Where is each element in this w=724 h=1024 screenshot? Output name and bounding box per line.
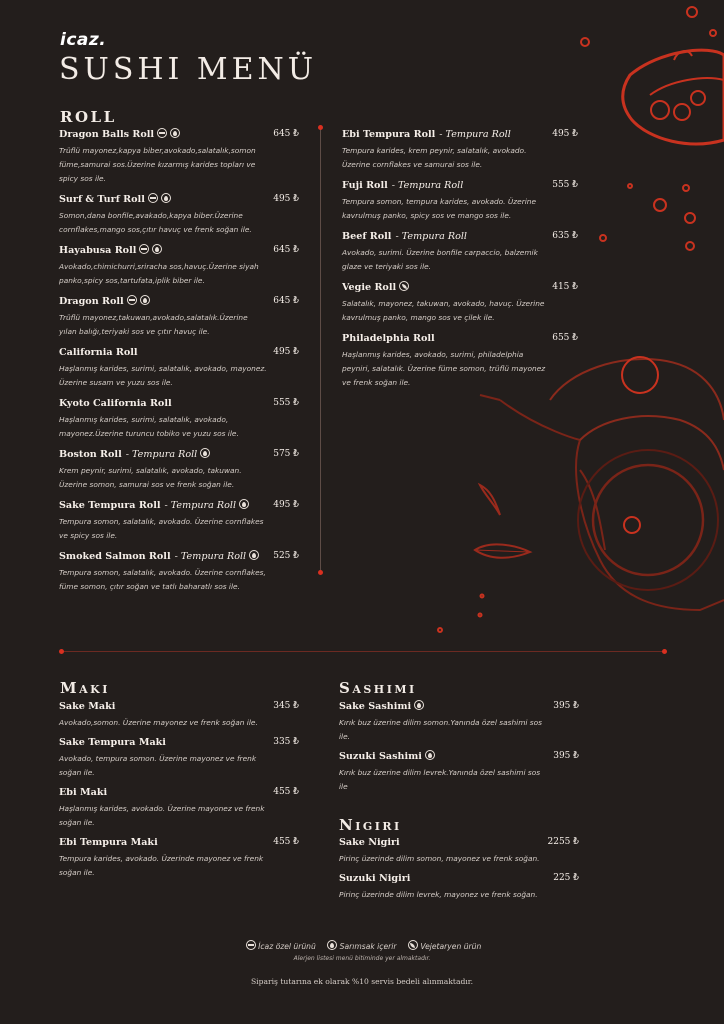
item-price: 645 ₺ <box>273 245 299 255</box>
legend-veg: Vejetaryen ürün <box>420 942 482 951</box>
item-price: 495 ₺ <box>273 194 299 204</box>
item-header <box>59 786 299 799</box>
item-name: Surf & Turf Roll <box>59 194 145 205</box>
item-name: Sake Maki <box>59 701 116 712</box>
vegetarian-icon <box>399 281 409 291</box>
item-price: 455 ₺ <box>273 837 299 847</box>
item-name: Kyoto California Roll <box>59 398 172 409</box>
item-description: Pirinç üzerinde dilim levrek, mayonez ve frenk soğan. <box>339 890 538 899</box>
item-name: Suzuki Sashimi <box>339 751 422 762</box>
item-header <box>59 193 299 206</box>
item-name: Sake Nigiri <box>339 837 400 848</box>
item-price: 495 ₺ <box>273 347 299 357</box>
item-price: 345 ₺ <box>273 701 299 711</box>
menu-item <box>342 332 578 390</box>
item-name: Boston Roll <box>59 449 122 460</box>
brand-logo: icaz. <box>60 30 107 50</box>
item-price: 395 ₺ <box>553 701 579 711</box>
legend-garlic: Sarımsak içerir <box>339 942 397 951</box>
item-name: Ebi Maki <box>59 787 108 798</box>
item-description: Kırık buz üzerine dilim somon.Yanında özel sashimi sos ile. <box>339 718 543 741</box>
maki-list <box>59 700 299 886</box>
item-description: Avokado, surimi. Üzerine bonfile carpaccio, balzemik glaze ve teriyaki sos ile. <box>342 248 538 271</box>
item-name: Sake Tempura Roll <box>59 500 161 511</box>
menu-item <box>342 230 578 274</box>
item-name: Beef Roll <box>342 231 392 242</box>
item-price: 525 ₺ <box>273 551 299 561</box>
item-header <box>59 736 299 749</box>
menu-item <box>59 397 299 441</box>
item-header <box>342 128 578 141</box>
nigiri-list <box>339 836 579 908</box>
item-name: Suzuki Nigiri <box>339 873 411 884</box>
item-header <box>59 346 299 359</box>
item-description: Avokado,somon. Üzerine mayonez ve frenk soğan ile. <box>59 718 258 727</box>
sashimi-list <box>339 700 579 800</box>
item-price: 225 ₺ <box>553 873 579 883</box>
item-name: Sake Tempura Maki <box>59 737 166 748</box>
icon-legend <box>0 940 724 951</box>
item-header <box>342 281 578 294</box>
item-description: Tempura karides, krem peynir, salatalık, avokado. Üzerine cornflakes ve samurai sos ile. <box>342 146 527 169</box>
item-header <box>59 499 299 512</box>
garlic-icon <box>327 940 337 950</box>
section-title-maki: Maki <box>60 679 110 697</box>
item-header <box>59 700 299 713</box>
item-price: 555 ₺ <box>273 398 299 408</box>
item-header <box>339 750 579 763</box>
menu-item <box>59 128 299 186</box>
divider-dot <box>59 649 64 654</box>
menu-item <box>59 448 299 492</box>
icaz-icon <box>246 940 256 950</box>
item-description: Trüflü mayonez,kapya biber,avokado,salatalık,somon füme,samurai sos.Üzerine kızarmış karides topları ve spicy sos ile. <box>59 146 256 183</box>
menu-item <box>339 836 579 866</box>
item-price: 575 ₺ <box>273 449 299 459</box>
menu-item <box>59 499 299 543</box>
garlic-icon <box>152 244 162 254</box>
garlic-icon <box>140 295 150 305</box>
item-description: Tempura somon, tempura karides, avokado. Üzerine kavrulmuş panko, spicy sos ve mango sos ile. <box>342 197 537 220</box>
section-divider <box>62 651 666 652</box>
icaz-icon <box>139 244 149 254</box>
page-title: SUSHI MENÜ <box>59 52 318 87</box>
item-description: Salatalık, mayonez, takuwan, avokado, havuç. Üzerine kavrulmuş panko, mango sos ve çilek ile. <box>342 299 545 322</box>
item-header <box>59 128 299 141</box>
item-header <box>59 295 299 308</box>
item-price: 645 ₺ <box>273 296 299 306</box>
roll-left-list <box>59 128 299 601</box>
item-price: 635 ₺ <box>552 231 578 241</box>
item-price: 495 ₺ <box>273 500 299 510</box>
item-subtitle: - Tempura Roll <box>395 231 467 242</box>
garlic-icon <box>414 700 424 710</box>
item-name: Dragon Roll <box>59 296 124 307</box>
item-header <box>342 230 578 243</box>
item-price: 495 ₺ <box>552 129 578 139</box>
garlic-icon <box>161 193 171 203</box>
menu-item <box>59 295 299 339</box>
item-name: Vegie Roll <box>342 282 397 293</box>
item-header <box>342 332 578 345</box>
item-name: Hayabusa Roll <box>59 245 137 256</box>
item-header <box>59 244 299 257</box>
menu-item <box>59 346 299 390</box>
menu-item <box>339 700 579 744</box>
menu-item <box>59 836 299 880</box>
item-name: California Roll <box>59 347 138 358</box>
item-price: 645 ₺ <box>273 129 299 139</box>
item-description: Avokado, tempura somon. Üzerine mayonez ve frenk soğan ile. <box>59 754 257 777</box>
garlic-icon <box>200 448 210 458</box>
item-subtitle: - Tempura Roll <box>391 180 464 191</box>
item-price: 2255 ₺ <box>547 837 579 847</box>
icaz-icon <box>127 295 137 305</box>
section-title-roll: ROLL <box>60 108 117 126</box>
item-name: Sake Sashimi <box>339 701 412 712</box>
menu-item <box>59 193 299 237</box>
garlic-icon <box>239 499 249 509</box>
item-header <box>59 550 299 563</box>
menu-item <box>339 872 579 902</box>
item-subtitle: - Tempura Roll <box>174 551 247 562</box>
item-header <box>59 397 299 410</box>
item-description: Haşlanmış karides, avokado, surimi, philadelphia peyniri, salatalık. Üzerine füme somon, trüflü mayonez ve frenk soğan ile. <box>342 350 546 387</box>
item-description: Krem peynir, surimi, salatalık, avokado, takuwan. Üzerine somon, samurai sos ve frenk soğan ile. <box>59 466 242 489</box>
item-description: Avokado,chimichurri,sriracha sos,havuç.Üzerine siyah panko,spicy sos,tartufata,iplik biber ile. <box>59 262 259 285</box>
item-description: Tempura somon, salatalık, avokado. Üzerine cornflakes, füme somon, çıtır soğan ve tatlı baharatlı sos ile. <box>59 568 266 591</box>
item-subtitle: - Tempura Roll <box>164 500 237 511</box>
item-header <box>59 836 299 849</box>
divider-dot <box>662 649 667 654</box>
icaz-icon <box>157 128 167 138</box>
item-description: Haşlanmış karides, surimi, salatalık, avokado, mayonez. Üzerine susam ve yuzu sos ile. <box>59 364 267 387</box>
garlic-icon <box>249 550 259 560</box>
item-price: 395 ₺ <box>553 751 579 761</box>
item-header <box>59 448 299 461</box>
item-description: Kırık buz üzerine dilim levrek.Yanında özel sashimi sos ile <box>339 768 541 791</box>
item-header <box>339 872 579 885</box>
menu-item <box>59 550 299 594</box>
divider-dot <box>318 570 323 575</box>
item-description: Somon,dana bonfile,avakado,kapya biber.Üzerine cornflakes,mango sos,çıtır havuç ve frenk soğan ile. <box>59 211 252 234</box>
item-header <box>339 836 579 849</box>
item-price: 655 ₺ <box>552 333 578 343</box>
garlic-icon <box>425 750 435 760</box>
item-header <box>339 700 579 713</box>
menu-item <box>342 179 578 223</box>
menu-item <box>59 736 299 780</box>
menu-item <box>342 128 578 172</box>
roll-right-list <box>342 128 578 397</box>
item-price: 335 ₺ <box>273 737 299 747</box>
item-price: 555 ₺ <box>552 180 578 190</box>
item-name: Ebi Tempura Roll <box>342 129 436 140</box>
item-name: Dragon Balls Roll <box>59 129 155 140</box>
service-note: Sipariş tutarına ek olarak %10 servis bedeli alınmaktadır. <box>250 977 474 986</box>
item-price: 455 ₺ <box>273 787 299 797</box>
item-subtitle: - Tempura Roll <box>125 449 198 460</box>
menu-item <box>59 786 299 830</box>
section-title-nigiri: Nigiri <box>339 816 402 834</box>
item-description: Tempura somon, salatalık, avokado. Üzerine cornflakes ve spicy sos ile. <box>59 517 264 540</box>
item-description: Trüflü mayonez,takuwan,avokado,salatalık.Üzerine yılan balığı,teriyaki sos ve çıtır havuç ile. <box>59 313 248 336</box>
icaz-icon <box>148 193 158 203</box>
legend-icaz: İcaz özel ürünü <box>258 942 316 951</box>
item-price: 415 ₺ <box>552 282 578 292</box>
menu-item <box>59 700 299 730</box>
divider-dot <box>318 125 323 130</box>
section-title-sashimi: Sashimi <box>339 679 417 697</box>
column-divider <box>320 128 321 573</box>
vegetarian-icon <box>408 940 418 950</box>
item-name: Ebi Tempura Maki <box>59 837 158 848</box>
item-name: Fuji Roll <box>342 180 388 191</box>
menu-item <box>59 244 299 288</box>
item-name: Smoked Salmon Roll <box>59 551 171 562</box>
menu-item <box>342 281 578 325</box>
item-subtitle: - Tempura Roll <box>439 129 511 140</box>
menu-item <box>339 750 579 794</box>
item-description: Haşlanmış karides, avokado. Üzerine mayonez ve frenk soğan ile. <box>59 804 265 827</box>
allergen-note: Alerjen listesi menü bitiminde yer almaktadır. <box>293 955 431 962</box>
garlic-icon <box>170 128 180 138</box>
item-description: Pirinç üzerinde dilim somon, mayonez ve frenk soğan. <box>339 854 540 863</box>
item-description: Haşlanmış karides, surimi, salatalık, avokado, mayonez.Üzerine turuncu tobiko ve yuzu sos ile. <box>59 415 239 438</box>
item-header <box>342 179 578 192</box>
item-name: Philadelphia Roll <box>342 333 435 344</box>
item-description: Tempura karides, avokado. Üzerinde mayonez ve frenk soğan ile. <box>59 854 264 877</box>
